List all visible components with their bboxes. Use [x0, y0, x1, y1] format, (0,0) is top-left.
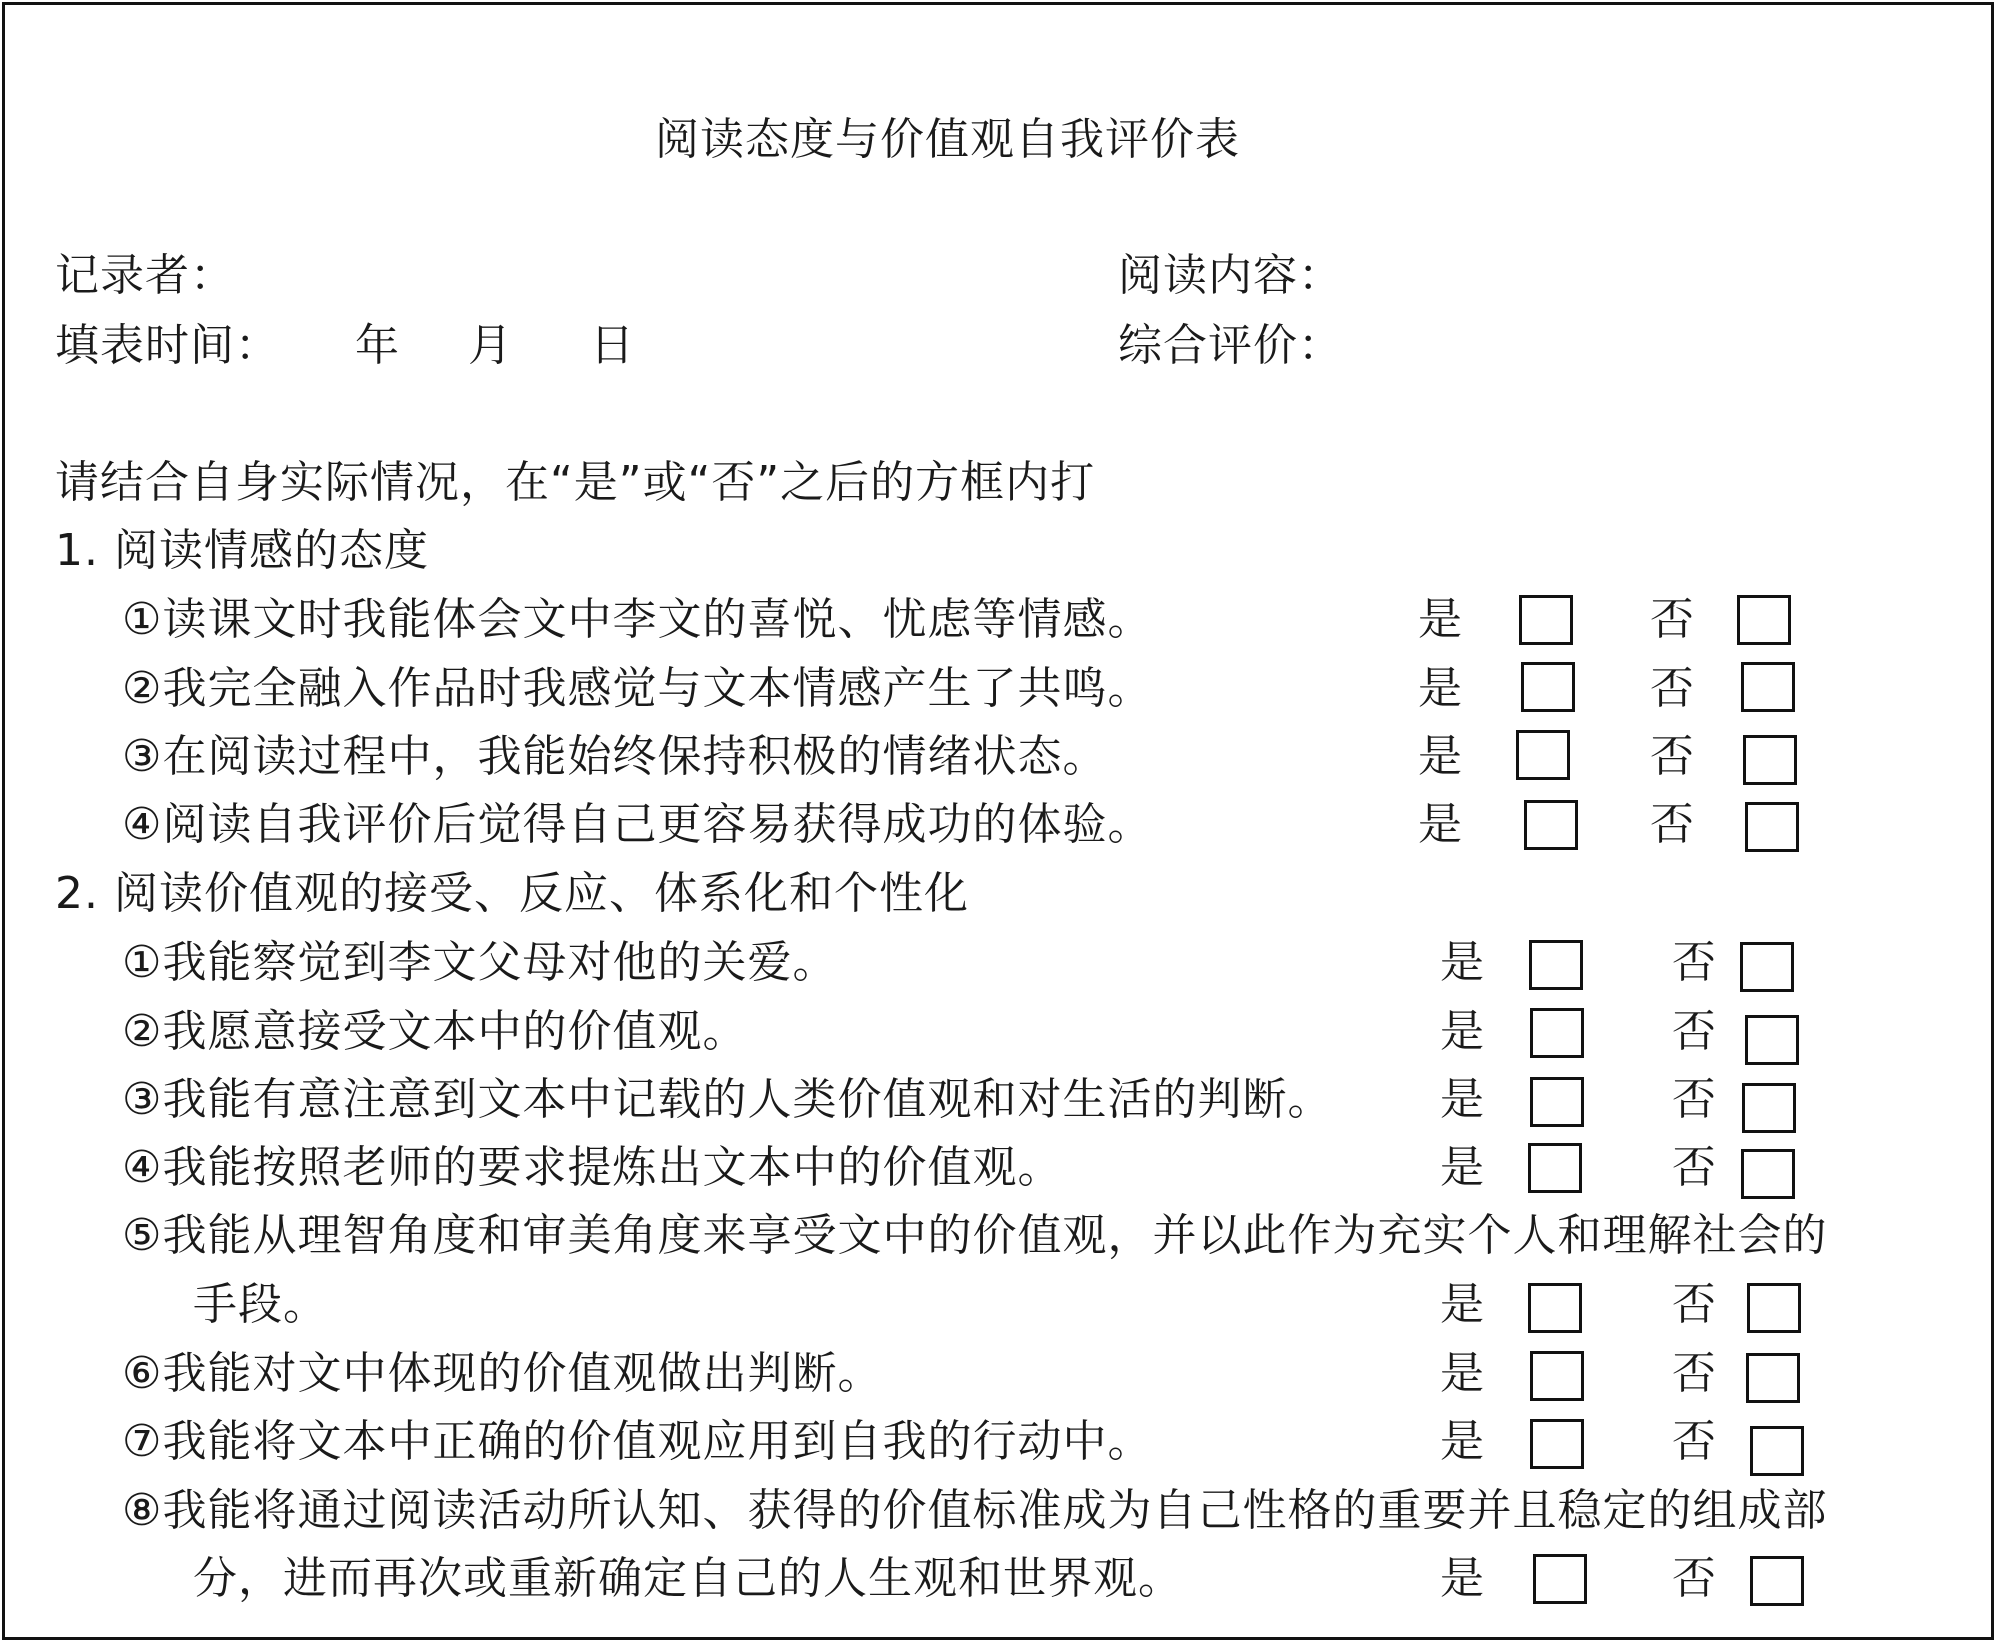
yes-checkbox[interactable] [1528, 1283, 1582, 1333]
yes-label: 是 [1418, 594, 1463, 645]
yes-label: 是 [1440, 1006, 1485, 1057]
yes-label: 是 [1418, 731, 1463, 782]
section-heading: 2. 阅读价值观的接受、反应、体系化和个性化 [55, 868, 969, 919]
no-checkbox[interactable] [1737, 595, 1791, 645]
question-text: ①读课文时我能体会文中李文的喜悦、忧虑等情感。 [122, 594, 1153, 645]
no-label: 否 [1672, 1416, 1717, 1467]
question-text: ④阅读自我评价后觉得自己更容易获得成功的体验。 [122, 799, 1153, 850]
no-label: 否 [1650, 663, 1695, 714]
no-checkbox[interactable] [1750, 1556, 1804, 1606]
no-checkbox[interactable] [1745, 1015, 1799, 1065]
no-checkbox[interactable] [1740, 942, 1794, 992]
overall-evaluation-label: 综合评价： [1118, 320, 1343, 371]
yes-label: 是 [1418, 799, 1463, 850]
yes-label: 是 [1440, 1279, 1485, 1330]
question-text: ②我完全融入作品时我感觉与文本情感产生了共鸣。 [122, 663, 1153, 714]
question-continuation: 手段。 [193, 1279, 328, 1330]
yes-label: 是 [1440, 1074, 1485, 1125]
yes-label: 是 [1440, 1553, 1485, 1604]
no-label: 否 [1672, 1142, 1717, 1193]
instruction-text: 请结合自身实际情况，在“是”或“否”之后的方框内打 [55, 457, 1096, 508]
no-label: 否 [1672, 1279, 1717, 1330]
yes-checkbox[interactable] [1519, 595, 1573, 645]
no-checkbox[interactable] [1747, 1283, 1801, 1333]
yes-label: 是 [1440, 1142, 1485, 1193]
no-label: 否 [1672, 1553, 1717, 1604]
yes-checkbox[interactable] [1530, 1077, 1584, 1127]
yes-checkbox[interactable] [1521, 662, 1575, 712]
recorder-label: 记录者： [55, 250, 235, 301]
question-text: ③我能有意注意到文本中记载的人类价值观和对生活的判断。 [122, 1074, 1333, 1125]
yes-checkbox[interactable] [1528, 1143, 1582, 1193]
no-checkbox[interactable] [1746, 1353, 1800, 1403]
question-text: ⑧我能将通过阅读活动所认知、获得的价值标准成为自己性格的重要并且稳定的组成部 [122, 1485, 1828, 1536]
yes-checkbox[interactable] [1529, 940, 1583, 990]
question-text: ⑤我能从理智角度和审美角度来享受文中的价值观，并以此作为充实个人和理解社会的 [122, 1210, 1828, 1261]
yes-checkbox[interactable] [1530, 1419, 1584, 1469]
no-label: 否 [1672, 937, 1717, 988]
question-text: ④我能按照老师的要求提炼出文本中的价值观。 [122, 1142, 1063, 1193]
no-label: 否 [1672, 1074, 1717, 1125]
question-text: ⑥我能对文中体现的价值观做出判断。 [122, 1348, 883, 1399]
no-label: 否 [1650, 731, 1695, 782]
section-heading: 1. 阅读情感的态度 [55, 525, 429, 576]
no-checkbox[interactable] [1741, 662, 1795, 712]
no-checkbox[interactable] [1750, 1426, 1804, 1476]
yes-checkbox[interactable] [1516, 730, 1570, 780]
yes-label: 是 [1440, 1348, 1485, 1399]
yes-checkbox[interactable] [1533, 1554, 1587, 1604]
no-checkbox[interactable] [1741, 1149, 1795, 1199]
no-label: 否 [1650, 594, 1695, 645]
question-text: ②我愿意接受文本中的价值观。 [122, 1006, 748, 1057]
yes-label: 是 [1440, 1416, 1485, 1467]
yes-label: 是 [1440, 937, 1485, 988]
reading-content-label: 阅读内容： [1118, 250, 1343, 301]
no-label: 否 [1672, 1348, 1717, 1399]
no-label: 否 [1672, 1006, 1717, 1057]
form-title: 阅读态度与价值观自我评价表 [655, 114, 1240, 165]
yes-checkbox[interactable] [1530, 1008, 1584, 1058]
no-checkbox[interactable] [1742, 1083, 1796, 1133]
question-text: ⑦我能将文本中正确的价值观应用到自我的行动中。 [122, 1416, 1153, 1467]
month-label: 月 [468, 320, 513, 371]
no-checkbox[interactable] [1743, 735, 1797, 785]
question-text: ③在阅读过程中，我能始终保持积极的情绪状态。 [122, 731, 1108, 782]
question-text: ①我能察觉到李文父母对他的关爱。 [122, 937, 838, 988]
no-checkbox[interactable] [1745, 802, 1799, 852]
question-continuation: 分，进而再次或重新确定自己的人生观和世界观。 [193, 1553, 1183, 1604]
no-label: 否 [1650, 799, 1695, 850]
yes-checkbox[interactable] [1530, 1351, 1584, 1401]
fill-date-label: 填表时间： [55, 320, 280, 371]
yes-label: 是 [1418, 663, 1463, 714]
day-label: 日 [590, 320, 635, 371]
yes-checkbox[interactable] [1524, 800, 1578, 850]
year-label: 年 [355, 320, 400, 371]
